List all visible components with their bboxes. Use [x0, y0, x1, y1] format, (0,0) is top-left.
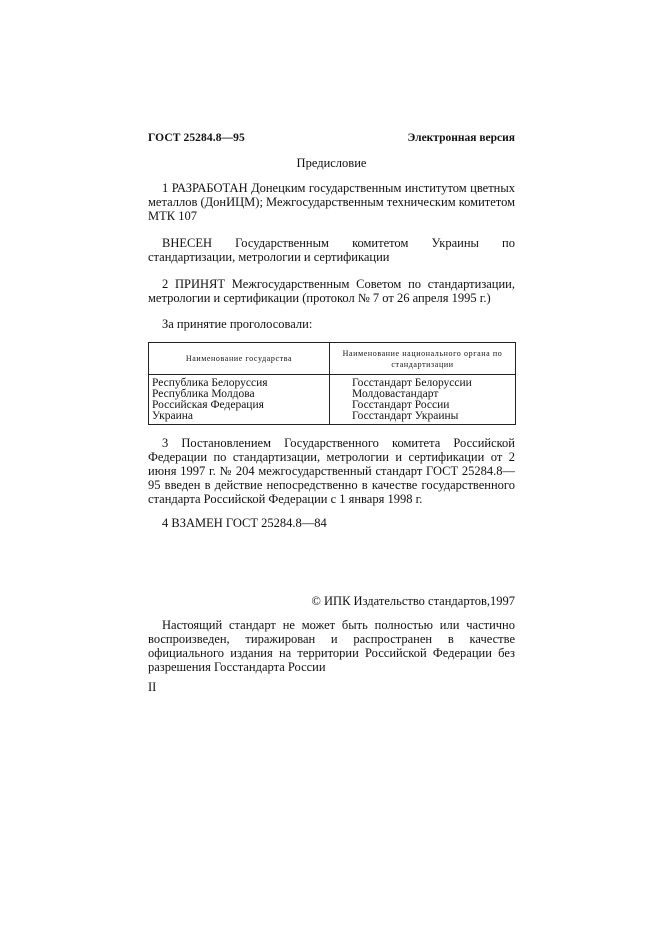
page-title: Предисловие: [296, 156, 367, 170]
table-cell-state: Российская Федерация: [149, 400, 330, 411]
table-cell-body: Госстандарт Белоруссии: [330, 375, 516, 390]
paragraph-introduced: ВНЕСЕН Государственным комитетом Украины по стандартизации, метрологии и сертификации: [148, 236, 515, 264]
page-number: II: [148, 680, 157, 694]
paragraph-developed: 1 РАЗРАБОТАН Донецким государственным институтом цветных металлов (ДонИЦМ); Межгосударственным техническим комитетом МТК 107: [148, 181, 516, 223]
table-cell-state: Республика Молдова: [149, 389, 330, 400]
table-cell-state: Украина: [149, 411, 330, 425]
table-row: [149, 375, 516, 390]
paragraph-reproduction-notice: Настоящий стандарт не может быть полностью или частично воспроизведен, тиражирован и распространен в качестве официального издания на территории Российской Федерации без разрешения Госстандарта России: [148, 618, 515, 674]
table-row: [149, 411, 516, 425]
table-header-row: [149, 343, 516, 375]
standard-code: ГОСТ 25284.8—95: [148, 132, 245, 144]
table-cell-body: Молдовастандарт: [330, 389, 516, 400]
column-header-body: Наименование национального органа по стандартизации: [330, 343, 516, 375]
voting-table: [148, 342, 516, 425]
paragraph-adopted: 2 ПРИНЯТ Межгосударственным Советом по стандартизации, метрологии и сертификации (протокол № 7 от 26 апреля 1995 г.): [148, 277, 515, 305]
table-row: [149, 400, 516, 411]
table-cell-body: Госстандарт России: [330, 400, 516, 411]
paragraph-replaces: 4 ВЗАМЕН ГОСТ 25284.8—84: [162, 516, 327, 530]
table-cell-body: Госстандарт Украины: [330, 411, 516, 425]
column-header-state: Наименование государства: [149, 343, 330, 375]
paragraph-enacted: 3 Постановлением Государственного комитета Российской Федерации по стандартизации, метрологии и сертификации от 2 июня 1997 г. № 204 межгосударственный стандарт ГОСТ 25284.8—95 введен в действие непосредственно в качестве государственного стандарта Российской Федерации с 1 января 1998 г.: [148, 436, 515, 506]
electronic-version-label: Электронная версия: [407, 132, 515, 144]
table-cell-state: Республика Белоруссия: [149, 375, 330, 390]
paragraph-voted: За принятие проголосовали:: [162, 317, 313, 331]
copyright-notice: © ИПК Издательство стандартов,1997: [311, 594, 515, 608]
